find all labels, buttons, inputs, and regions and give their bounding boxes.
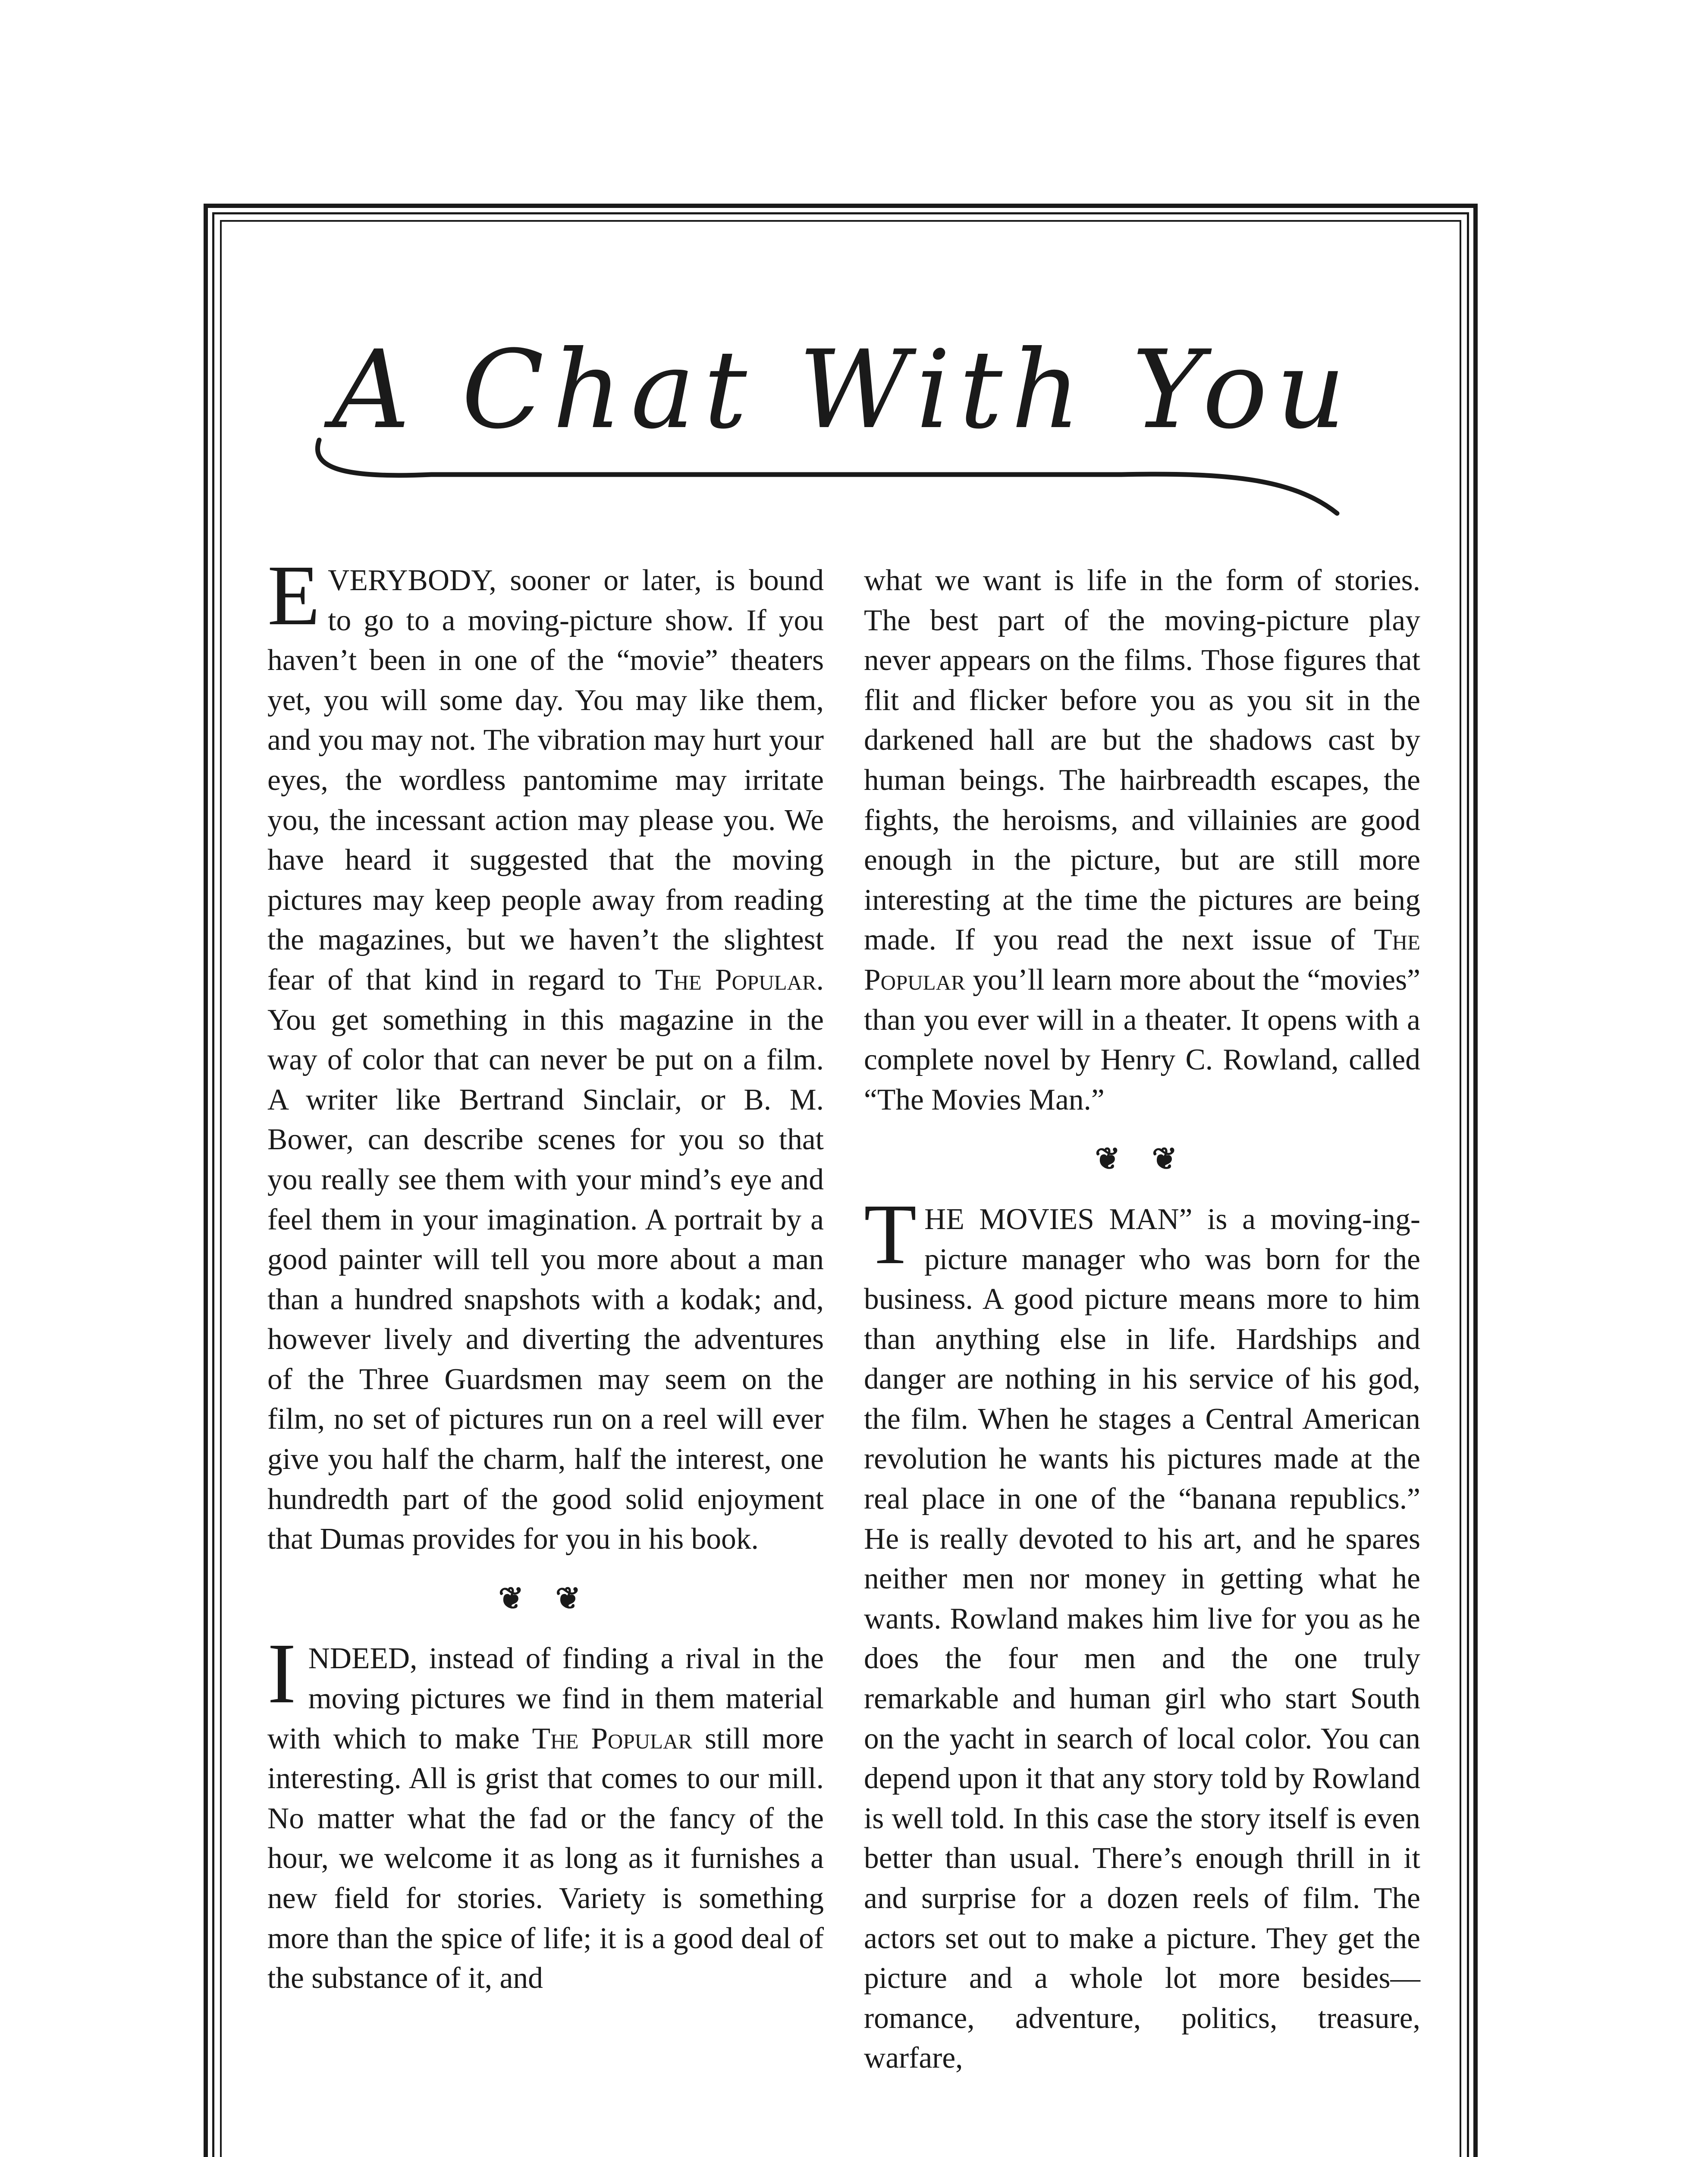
- magazine-name: The Popular: [655, 963, 816, 997]
- paragraph-text: sooner or later, is bound to go to a moving-picture show. If you haven’t been in one of the “movie” theaters yet, you will some day. You may like them, and you may not. The vibration may hurt your eyes, the wordless pantomime may irritate you, the incessant action may please you. We have heard it suggested that the moving pictures may keep people away from reading the magazines, but we haven’t the slightest fear of that kind in regard to: [267, 564, 824, 997]
- paragraph-text: . You get something in this magazine in the way of color that can never be put on a film. A writer like Bertrand Sinclair, or B. M. Bower, can describe scenes for you so that you really see them with your mind’s eye and feel them in your imagination. A portrait by a good painter will tell you more about a man than a hundred snapshots with a kodak; and, however lively and diverting the adventures of the Three Guardsmen may seem on the film, no set of pictures run on a reel will ever give you half the charm, half the interest, one hundredth part of the good solid enjoyment that Dumas provides for you in his book.: [267, 963, 824, 1556]
- drop-cap-e: E: [267, 548, 320, 643]
- drop-cap-t: T: [864, 1186, 917, 1282]
- paragraph-lead: NDEED,: [308, 1642, 418, 1676]
- paragraph-movies-man: [864, 1186, 1420, 2078]
- right-column: [864, 561, 1420, 2078]
- section-ornament: ❦ ❦: [1095, 1143, 1190, 1176]
- paragraph-text: you’ll learn more about the “movies” than you ever will in a theater. It opens with a complete novel by Henry C. Rowland, called “The Movies Man.”: [864, 963, 1420, 1116]
- left-column: [267, 548, 824, 1999]
- paragraph-what-we-want: [864, 561, 1420, 1120]
- paragraph-indeed: [267, 1626, 824, 1998]
- paragraph-lead: HE MOVIES MAN”: [924, 1202, 1193, 1236]
- script-heading: [302, 298, 1380, 522]
- paragraph-text: what we want is life in the form of stories. The best part of the moving-picture play never appears on the films. Those figures that flit and flicker before you as you sit in the darkened hall are but the shadows cast by human beings. The hairbreadth escapes, the fights, the heroisms, and villainies are good enough in the picture, but are still more interesting at the time the pictures are being made. If you read the next issue of: [864, 564, 1420, 957]
- heading-title: A Chat With You: [332, 327, 1354, 453]
- section-ornament: ❦ ❦: [498, 1582, 593, 1616]
- magazine-name: The Popular: [532, 1722, 693, 1755]
- paragraph-text: instead of finding a rival in the moving pictures we find in them material with which to make: [267, 1642, 824, 1755]
- script-heading-art: [302, 298, 1380, 522]
- paragraph-everybody: [267, 548, 824, 1560]
- magazine-name: The Popular: [864, 923, 1420, 997]
- paragraph-text: still more interesting. All is grist that comes to our mill. No matter what the fad or the fancy of the hour, we welcome it as long as it furnishes a new field for stories. Variety is something more than the spice of life; it is a good deal of the substance of it, and: [267, 1722, 824, 1995]
- paragraph-lead: VERYBODY,: [328, 564, 496, 597]
- drop-cap-i: I: [267, 1626, 296, 1722]
- paragraph-text: is a moving-ing-picture manager who was born for the business. A good picture means more to him than anything else in life. Hardships and danger are nothing in his service of his god, the film. When he stages a Central American revolution he wants his pictures made at the real place in one of the “banana republics.” He is really devoted to his art, and he spares neither men nor money in getting what he wants. Rowland makes him live for you as he does the four men and the one truly remarkable and human girl who start South on the yacht in search of local color. You can depend upon it that any story told by Rowland is well told. In this case the story itself is even better than usual. There’s enough thrill in it and surprise for a dozen reels of film. The actors set out to make a picture. They get the picture and a whole lot more besides—romance, adventure, politics, treasure, warfare,: [864, 1202, 1420, 2075]
